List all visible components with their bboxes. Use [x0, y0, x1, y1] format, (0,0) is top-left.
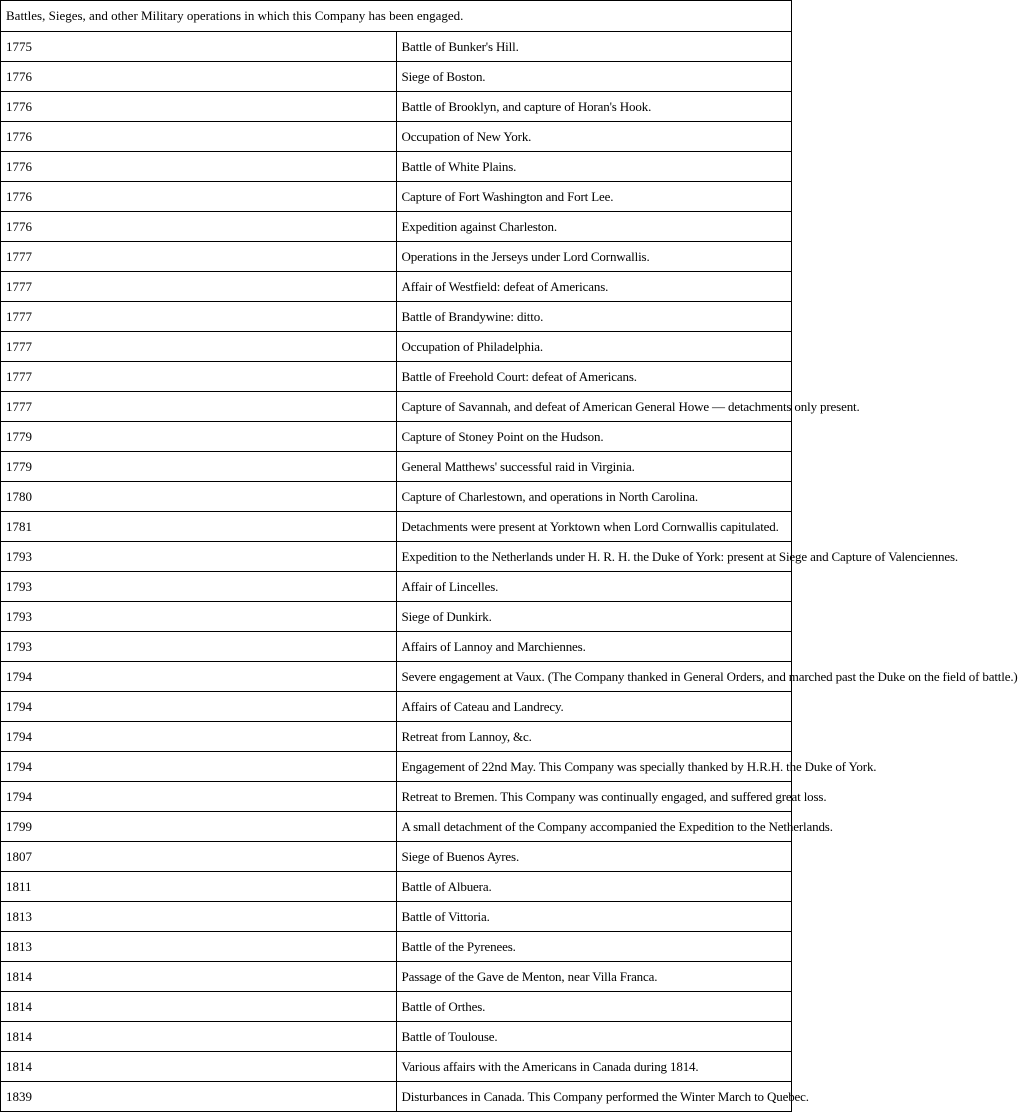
table-row [1, 332, 792, 362]
table-row [1, 812, 792, 842]
event-cell: Battle of Freehold Court: defeat of Americans. [396, 362, 792, 392]
year-cell: 1776 [1, 212, 397, 242]
table-row [1, 962, 792, 992]
event-cell: Siege of Boston. [396, 62, 792, 92]
event-cell: Affair of Westfield: defeat of Americans. [396, 272, 792, 302]
year-cell: 1777 [1, 332, 397, 362]
table-row [1, 92, 792, 122]
year-cell: 1839 [1, 1082, 397, 1112]
table-row [1, 872, 792, 902]
year-cell: 1814 [1, 992, 397, 1022]
year-cell: 1794 [1, 722, 397, 752]
event-cell: Retreat from Lannoy, &c. [396, 722, 792, 752]
event-cell: Expedition to the Netherlands under H. R. H. the Duke of York: present at Siege and Capture of Valenciennes. [396, 542, 792, 572]
event-cell: Operations in the Jerseys under Lord Cornwallis. [396, 242, 792, 272]
event-cell: Engagement of 22nd May. This Company was specially thanked by H.R.H. the Duke of York. [396, 752, 792, 782]
table-row [1, 542, 792, 572]
table-row [1, 1082, 792, 1112]
event-cell: Passage of the Gave de Menton, near Villa Franca. [396, 962, 792, 992]
event-cell: Battle of Albuera. [396, 872, 792, 902]
event-cell: Siege of Buenos Ayres. [396, 842, 792, 872]
year-cell: 1793 [1, 572, 397, 602]
event-cell: Expedition against Charleston. [396, 212, 792, 242]
event-cell: Capture of Stoney Point on the Hudson. [396, 422, 792, 452]
year-cell: 1793 [1, 632, 397, 662]
year-cell: 1777 [1, 302, 397, 332]
event-cell: Disturbances in Canada. This Company performed the Winter March to Quebec. [396, 1082, 792, 1112]
year-cell: 1811 [1, 872, 397, 902]
table-row [1, 482, 792, 512]
year-cell: 1799 [1, 812, 397, 842]
table-row [1, 242, 792, 272]
year-cell: 1813 [1, 902, 397, 932]
table-row [1, 212, 792, 242]
table-caption: Battles, Sieges, and other Military operations in which this Company has been engaged. [1, 1, 792, 32]
event-cell: General Matthews' successful raid in Virginia. [396, 452, 792, 482]
table-row [1, 632, 792, 662]
event-cell: Battle of Brooklyn, and capture of Horan's Hook. [396, 92, 792, 122]
table-row [1, 752, 792, 782]
event-cell: Various affairs with the Americans in Canada during 1814. [396, 1052, 792, 1082]
event-cell: Battle of the Pyrenees. [396, 932, 792, 962]
table-row [1, 362, 792, 392]
year-cell: 1779 [1, 422, 397, 452]
caption-row [1, 1, 792, 32]
year-cell: 1777 [1, 272, 397, 302]
year-cell: 1781 [1, 512, 397, 542]
year-cell: 1776 [1, 92, 397, 122]
event-cell: Occupation of New York. [396, 122, 792, 152]
table-row [1, 572, 792, 602]
event-cell: Battle of Bunker's Hill. [396, 32, 792, 62]
event-cell: Detachments were present at Yorktown when Lord Cornwallis capitulated. [396, 512, 792, 542]
year-cell: 1813 [1, 932, 397, 962]
event-cell: Battle of Brandywine: ditto. [396, 302, 792, 332]
table-row [1, 152, 792, 182]
year-cell: 1793 [1, 542, 397, 572]
year-cell: 1777 [1, 362, 397, 392]
event-cell: Severe engagement at Vaux. (The Company thanked in General Orders, and marched past the Duke on the field of battle.) [396, 662, 792, 692]
event-cell: Affairs of Lannoy and Marchiennes. [396, 632, 792, 662]
table-row [1, 122, 792, 152]
table-row [1, 1022, 792, 1052]
year-cell: 1776 [1, 182, 397, 212]
event-cell: Capture of Fort Washington and Fort Lee. [396, 182, 792, 212]
table-row [1, 32, 792, 62]
year-cell: 1794 [1, 662, 397, 692]
year-cell: 1794 [1, 752, 397, 782]
event-cell: Affair of Lincelles. [396, 572, 792, 602]
year-cell: 1780 [1, 482, 397, 512]
table-row [1, 782, 792, 812]
table-row [1, 182, 792, 212]
event-cell: Affairs of Cateau and Landrecy. [396, 692, 792, 722]
year-cell: 1794 [1, 782, 397, 812]
event-cell: Battle of White Plains. [396, 152, 792, 182]
event-cell: Battle of Vittoria. [396, 902, 792, 932]
table-row [1, 992, 792, 1022]
year-cell: 1807 [1, 842, 397, 872]
engagements-table-body [1, 1, 1018, 1112]
table-row [1, 932, 792, 962]
year-cell: 1814 [1, 1022, 397, 1052]
table-row [1, 692, 792, 722]
year-cell: 1779 [1, 452, 397, 482]
year-cell: 1814 [1, 1052, 397, 1082]
year-cell: 1775 [1, 32, 397, 62]
table-row [1, 452, 792, 482]
event-cell: Occupation of Philadelphia. [396, 332, 792, 362]
event-cell: Capture of Savannah, and defeat of American General Howe — detachments only present. [396, 392, 792, 422]
table-row [1, 272, 792, 302]
year-cell: 1776 [1, 62, 397, 92]
year-cell: 1777 [1, 392, 397, 422]
table-row [1, 62, 792, 92]
event-cell: Battle of Toulouse. [396, 1022, 792, 1052]
table-row [1, 422, 792, 452]
event-cell: Capture of Charlestown, and operations in North Carolina. [396, 482, 792, 512]
table-row [1, 842, 792, 872]
year-cell: 1793 [1, 602, 397, 632]
event-cell: Siege of Dunkirk. [396, 602, 792, 632]
table-row [1, 512, 792, 542]
table-row [1, 722, 792, 752]
event-cell: A small detachment of the Company accompanied the Expedition to the Netherlands. [396, 812, 792, 842]
event-cell: Battle of Orthes. [396, 992, 792, 1022]
table-row [1, 1052, 792, 1082]
table-row [1, 902, 792, 932]
event-cell: Retreat to Bremen. This Company was continually engaged, and suffered great loss. [396, 782, 792, 812]
table-row [1, 302, 792, 332]
table-row [1, 662, 792, 692]
table-row [1, 602, 792, 632]
year-cell: 1777 [1, 242, 397, 272]
year-cell: 1794 [1, 692, 397, 722]
table-row [1, 392, 792, 422]
year-cell: 1814 [1, 962, 397, 992]
year-cell: 1776 [1, 152, 397, 182]
year-cell: 1776 [1, 122, 397, 152]
